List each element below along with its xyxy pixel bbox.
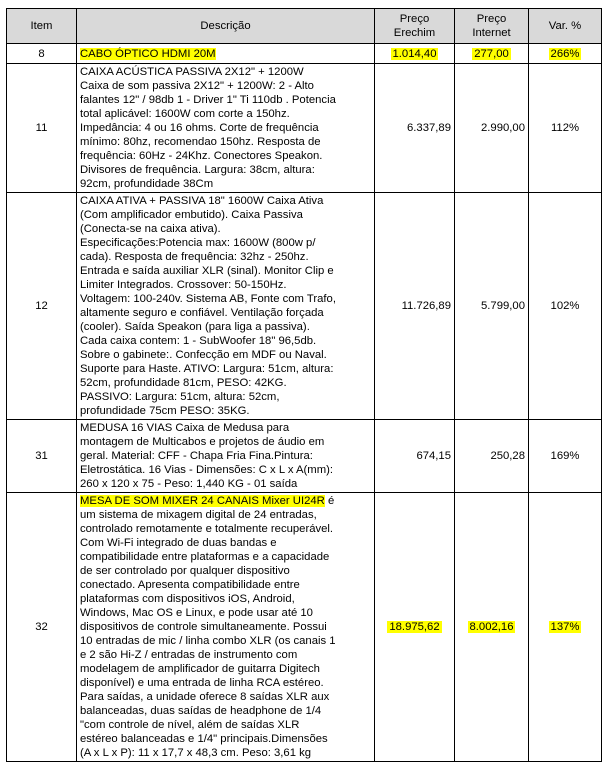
cell-var: 112% — [529, 64, 602, 193]
highlighted-value: 18.975,62 — [389, 621, 440, 633]
cell-item: 32 — [7, 493, 77, 762]
cell-descricao: CAIXA ATIVA + PASSIVA 18" 1600W Caixa Ativa (Com amplificador embutido). Caixa Passiva (Conecta-se na caixa ativa). Especificações:Potencia max: 1600W (800w p/ cada). Resposta de frequência: 32hz - 250hz. Entrada e saída auxiliar XLR (sinal). Monitor Clip e Limiter Integrados. Crossover: 50-150Hz. Voltagem: 100-240v. Sistema AB, Fonte com Trafo, altamente seguro e confiável. Ventilação forçada (cooler). Saída Speakon (para liga a passiva). Cada caixa contem: 1 - SubWoofer 18" 96,5db. Sobre o gabinete:. Confecção em MDF ou Naval. Suporte para Haste. ATIVO: Largura: 51cm, altura: 52cm, profundidade 81cm, PESO: 42KG. PASSIVO: Largura: 51cm, altura: 52cm, profundidade 75cm PESO: 35KG. — [77, 193, 375, 420]
cell-var: 102% — [529, 193, 602, 420]
header-var: Var. % — [529, 9, 602, 44]
cell-preco-erechim — [375, 493, 455, 762]
cell-preco-internet: 250,28 — [455, 420, 529, 493]
description-text: é um sistema de mixagem digital de 24 entradas, controlado remotamente e totalmente recuperável. Com Wi-Fi integrado de duas bandas e compatibilidade entre plataformas e a capacidade de ser controlado por qualquer dispositivo conectado. Apresenta compatibilidade entre plataformas com dispositivos iOS, Android, Windows, Mac OS e Linux, e pode usar até 10 dispositivos de controle simultaneamente. Possui 10 entradas de mic / linha combo XLR (os canais 1 e 2 são Hi-Z / entradas de instrumento com modelagem de amplificador de guitarra Digitech disponível) e uma entrada de linha RCA estéreo. Para saídas, a unidade oferece 8 saídas XLR aux balanceadas, duas saídas de headphone de 1/4 "com controle de nível, além de saídas XLR estéreo balanceadas e 1/4" principais.Dimensões (A x L x P): 11 x 17,7 x 48,3 cm. Peso: 3,61 kg — [80, 495, 336, 759]
cell-item: 11 — [7, 64, 77, 193]
highlighted-value: 277,00 — [474, 47, 509, 60]
cell-item: 31 — [7, 420, 77, 493]
price-comparison-table-wrapper — [6, 8, 602, 762]
cell-preco-internet — [455, 493, 529, 762]
price-comparison-table — [6, 8, 602, 762]
cell-descricao: CAIXA ACÚSTICA PASSIVA 2X12" + 1200W Caixa de som passiva 2X12" + 1200W: 2 - Alto falantes 12" / 98db 1 - Driver 1" Ti 110db . Potencia total aplicável: 1600W com corte a 150hz. Impedância: 4 ou 16 ohms. Corte de frequência mínimo: 80hz, recomendao 150hz. Resposta de frequência: 60Hz - 24Khz. Conectores Speakon. Divisores de frequência. Largura: 38cm, altura: 92cm, profundidade 38Cm — [77, 64, 375, 193]
cell-preco-erechim: 674,15 — [375, 420, 455, 493]
cell-preco-erechim: 6.337,89 — [375, 64, 455, 193]
cell-descricao: MEDUSA 16 VIAS Caixa de Medusa para montagem de Multicabos e projetos de áudio em geral. Material: CFF - Chapa Fria Fina.Pintura: Eletrostática. 16 Vias - Dimensões: C x L x A(mm): 260 x 120 x 75 - Peso: 1,440 KG - 01 saída — [77, 420, 375, 493]
cell-var — [529, 44, 602, 64]
cell-item: 8 — [7, 44, 77, 64]
table-row — [7, 493, 602, 762]
cell-preco-erechim — [375, 44, 455, 64]
cell-preco-internet — [455, 44, 529, 64]
highlighted-value: 1.014,40 — [392, 47, 437, 60]
highlighted-value: 137% — [550, 621, 580, 633]
header-preco-internet: Preço Internet — [455, 9, 529, 44]
header-item: Item — [7, 9, 77, 44]
table-row — [7, 193, 602, 420]
header-descricao: Descrição — [77, 9, 375, 44]
cell-preco-internet: 2.990,00 — [455, 64, 529, 193]
highlighted-value: 8.002,16 — [469, 621, 514, 633]
highlighted-text: CABO ÓPTICO HDMI 20M — [80, 47, 216, 60]
cell-var — [529, 493, 602, 762]
cell-preco-internet: 5.799,00 — [455, 193, 529, 420]
cell-var: 169% — [529, 420, 602, 493]
header-preco-erechim: Preço Erechim — [375, 9, 455, 44]
highlighted-text: MESA DE SOM MIXER 24 CANAIS Mixer UI24R — [80, 495, 325, 507]
cell-descricao — [77, 493, 375, 762]
table-row — [7, 44, 602, 64]
table-header-row — [7, 9, 602, 44]
table-row — [7, 420, 602, 493]
table-row — [7, 64, 602, 193]
cell-item: 12 — [7, 193, 77, 420]
cell-preco-erechim: 11.726,89 — [375, 193, 455, 420]
highlighted-value: 266% — [550, 47, 580, 60]
cell-descricao — [77, 44, 375, 64]
